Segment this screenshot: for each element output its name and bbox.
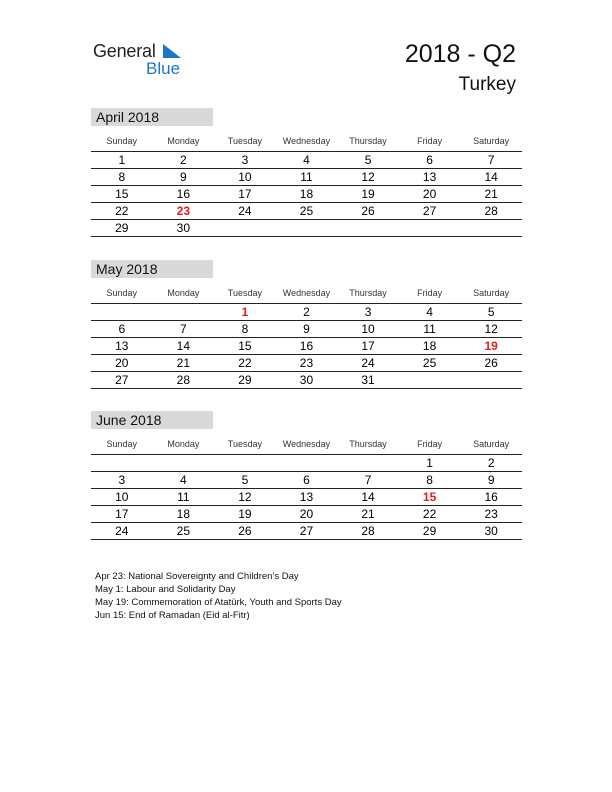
weekday-label: Friday bbox=[417, 287, 443, 298]
day-cell: 4 bbox=[426, 305, 433, 319]
weekday-label: Thursday bbox=[349, 287, 387, 298]
day-cell: 18 bbox=[422, 339, 437, 353]
day-cell: 24 bbox=[115, 524, 129, 538]
day-cell: 17 bbox=[115, 507, 129, 521]
weekday-label: Friday bbox=[417, 135, 443, 146]
day-cell: 13 bbox=[115, 339, 129, 353]
weekday-label: Sunday bbox=[106, 135, 138, 146]
day-cell: 10 bbox=[238, 170, 252, 184]
day-cell: 17 bbox=[238, 187, 252, 201]
holiday-day-cell: 15 bbox=[422, 490, 437, 504]
weekday-header bbox=[91, 282, 522, 304]
weekday-label: Saturday bbox=[473, 287, 510, 298]
day-cell: 28 bbox=[361, 524, 375, 538]
day-cell: 8 bbox=[241, 322, 249, 336]
day-cell: 7 bbox=[180, 322, 187, 336]
day-cell: 20 bbox=[115, 356, 129, 370]
day-cell: 23 bbox=[299, 356, 314, 370]
day-cell: 26 bbox=[484, 356, 498, 370]
day-cell: 22 bbox=[422, 507, 437, 521]
day-cell: 7 bbox=[487, 153, 495, 167]
holiday-day-cell: 19 bbox=[484, 339, 498, 353]
weeks bbox=[91, 455, 522, 540]
day-cell: 25 bbox=[422, 356, 437, 370]
day-cell: 21 bbox=[176, 356, 191, 370]
day-cell: 12 bbox=[361, 170, 375, 184]
holiday-note: Jun 15: End of Ramadan (Eid al-Fitr) bbox=[95, 610, 250, 621]
weekday-label: Friday bbox=[417, 438, 443, 449]
week-row bbox=[91, 472, 522, 489]
day-cell: 5 bbox=[241, 473, 249, 487]
day-cell: 4 bbox=[180, 473, 187, 487]
weekday-label: Tuesday bbox=[227, 135, 262, 146]
day-cell: 1 bbox=[118, 153, 126, 167]
day-cell: 19 bbox=[361, 187, 375, 201]
day-cell: 25 bbox=[299, 204, 314, 218]
month-title: June 2018 bbox=[91, 411, 213, 429]
day-cell: 13 bbox=[422, 170, 437, 184]
week-row bbox=[91, 455, 522, 472]
day-cell: 13 bbox=[299, 490, 314, 504]
day-cell: 8 bbox=[426, 473, 433, 487]
month-june bbox=[91, 411, 522, 540]
day-cell: 21 bbox=[361, 507, 375, 521]
day-cell: 28 bbox=[484, 204, 498, 218]
day-cell: 10 bbox=[361, 322, 375, 336]
holiday-note: May 1: Labour and Solidarity Day bbox=[95, 584, 236, 595]
day-cell: 23 bbox=[484, 507, 498, 521]
holiday-note: May 19: Commemoration of Atatürk, Youth and Sports Day bbox=[95, 597, 342, 608]
day-cell: 6 bbox=[303, 473, 310, 487]
holiday-notes bbox=[95, 570, 342, 622]
week-row bbox=[91, 489, 522, 506]
day-cell: 20 bbox=[299, 507, 314, 521]
day-cell: 29 bbox=[238, 373, 252, 387]
day-cell: 15 bbox=[238, 339, 252, 353]
month-may bbox=[91, 260, 522, 389]
day-cell: 4 bbox=[303, 153, 310, 167]
holiday-day-cell: 1 bbox=[241, 305, 249, 319]
logo-blue-text: Blue bbox=[146, 59, 181, 78]
weekday-header bbox=[91, 433, 522, 455]
day-cell: 12 bbox=[238, 490, 252, 504]
day-cell: 10 bbox=[115, 490, 129, 504]
day-cell: 30 bbox=[176, 221, 191, 235]
month-april bbox=[91, 108, 522, 237]
day-cell: 27 bbox=[115, 373, 129, 387]
day-cell: 30 bbox=[299, 373, 314, 387]
week-row bbox=[91, 152, 522, 169]
weekday-header bbox=[91, 130, 522, 152]
day-cell: 11 bbox=[423, 322, 436, 336]
day-cell: 14 bbox=[361, 490, 375, 504]
holiday-day-cell: 23 bbox=[176, 204, 191, 218]
logo-triangle-icon bbox=[161, 44, 183, 60]
week-row bbox=[91, 186, 522, 203]
week-row bbox=[91, 203, 522, 220]
day-cell: 17 bbox=[361, 339, 375, 353]
day-cell: 5 bbox=[487, 305, 495, 319]
day-cell: 16 bbox=[299, 339, 314, 353]
day-cell: 25 bbox=[176, 524, 191, 538]
day-cell: 5 bbox=[364, 153, 372, 167]
week-row bbox=[91, 169, 522, 186]
weekday-label: Saturday bbox=[473, 438, 510, 449]
day-cell: 19 bbox=[238, 507, 252, 521]
week-row bbox=[91, 321, 522, 338]
logo-general-text: General bbox=[93, 41, 156, 61]
day-cell: 6 bbox=[426, 153, 433, 167]
weekday-label: Thursday bbox=[349, 135, 387, 146]
week-row bbox=[91, 355, 522, 372]
day-cell: 6 bbox=[118, 322, 126, 336]
day-cell: 9 bbox=[303, 322, 310, 336]
day-cell: 26 bbox=[361, 204, 375, 218]
day-cell: 30 bbox=[484, 524, 498, 538]
day-cell: 31 bbox=[361, 373, 375, 387]
week-row bbox=[91, 523, 522, 540]
day-cell: 29 bbox=[422, 524, 437, 538]
weekday-label: Thursday bbox=[349, 438, 387, 449]
week-row bbox=[91, 220, 522, 237]
month-title: May 2018 bbox=[91, 260, 213, 278]
day-cell: 9 bbox=[487, 473, 495, 487]
day-cell: 22 bbox=[115, 204, 129, 218]
month-title: April 2018 bbox=[91, 108, 213, 126]
weekday-label: Sunday bbox=[106, 287, 138, 298]
day-cell: 14 bbox=[176, 339, 191, 353]
day-cell: 3 bbox=[364, 305, 372, 319]
weekday-label: Monday bbox=[167, 135, 200, 146]
day-cell: 27 bbox=[299, 524, 314, 538]
weeks bbox=[91, 152, 522, 237]
week-row bbox=[91, 506, 522, 523]
weekday-label: Monday bbox=[167, 438, 200, 449]
day-cell: 11 bbox=[300, 170, 313, 184]
weeks bbox=[91, 304, 522, 389]
weekday-label: Tuesday bbox=[227, 438, 262, 449]
day-cell: 21 bbox=[484, 187, 498, 201]
day-cell: 2 bbox=[487, 456, 495, 470]
day-cell: 14 bbox=[484, 170, 498, 184]
weekday-label: Saturday bbox=[473, 135, 510, 146]
day-cell: 26 bbox=[238, 524, 252, 538]
day-cell: 20 bbox=[422, 187, 437, 201]
day-cell: 16 bbox=[484, 490, 498, 504]
day-cell: 11 bbox=[177, 490, 190, 504]
week-row bbox=[91, 372, 522, 389]
day-cell: 18 bbox=[299, 187, 314, 201]
logo bbox=[93, 40, 193, 80]
week-row bbox=[91, 338, 522, 355]
day-cell: 28 bbox=[176, 373, 191, 387]
day-cell: 27 bbox=[422, 204, 437, 218]
weekday-label: Sunday bbox=[106, 438, 138, 449]
weekday-label: Monday bbox=[167, 287, 200, 298]
day-cell: 2 bbox=[180, 153, 187, 167]
holiday-note: Apr 23: National Sovereignty and Children’s Day bbox=[95, 571, 299, 582]
day-cell: 15 bbox=[115, 187, 129, 201]
day-cell: 29 bbox=[115, 221, 129, 235]
day-cell: 16 bbox=[176, 187, 191, 201]
day-cell: 24 bbox=[361, 356, 375, 370]
page-title: 2018 - Q2 bbox=[404, 40, 516, 68]
day-cell: 1 bbox=[426, 456, 433, 470]
day-cell: 18 bbox=[176, 507, 191, 521]
weekday-label: Tuesday bbox=[227, 287, 262, 298]
day-cell: 9 bbox=[180, 170, 187, 184]
day-cell: 3 bbox=[118, 473, 126, 487]
day-cell: 22 bbox=[238, 356, 252, 370]
country-label: Turkey bbox=[458, 74, 516, 95]
week-row bbox=[91, 304, 522, 321]
day-cell: 8 bbox=[118, 170, 126, 184]
day-cell: 7 bbox=[364, 473, 372, 487]
day-cell: 24 bbox=[238, 204, 252, 218]
day-cell: 3 bbox=[241, 153, 249, 167]
day-cell: 2 bbox=[303, 305, 310, 319]
weekday-label: Wednesday bbox=[282, 287, 331, 298]
weekday-label: Wednesday bbox=[282, 438, 331, 449]
weekday-label: Wednesday bbox=[282, 135, 331, 146]
day-cell: 12 bbox=[484, 322, 498, 336]
